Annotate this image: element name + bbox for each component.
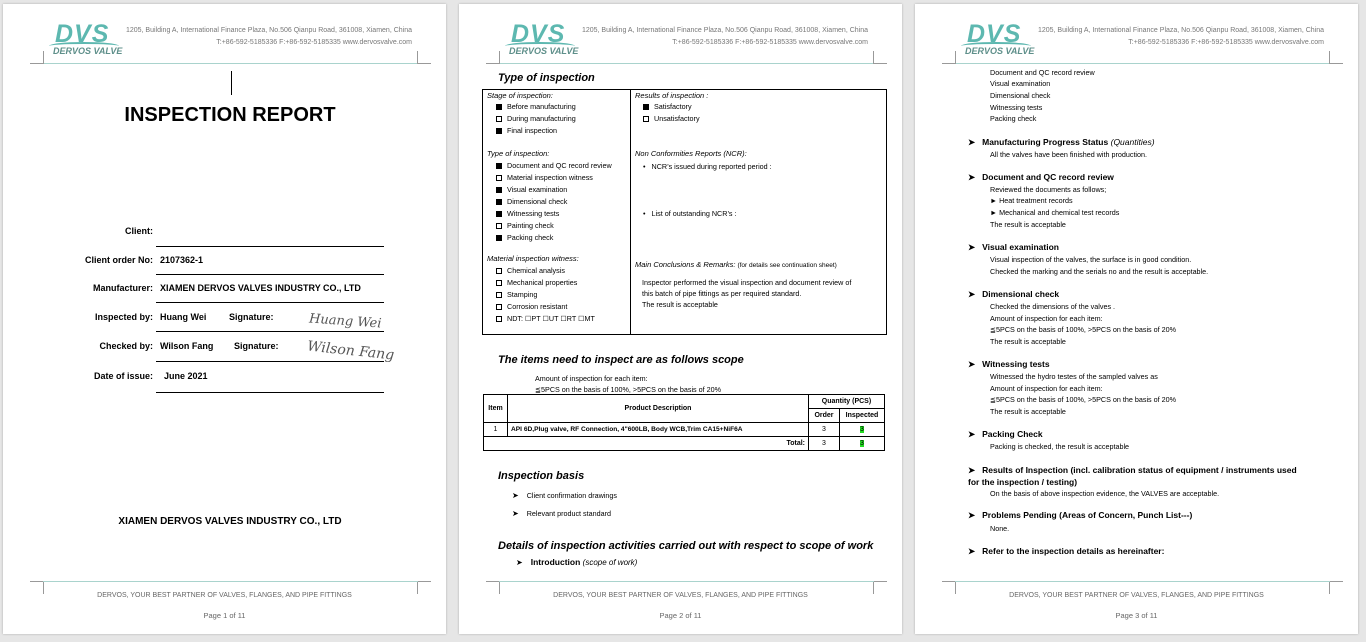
header-rule xyxy=(499,63,874,64)
header-address: 1205, Building A, International Finance Plaza, No.506 Qianpu Road, 361008, Xiamen, China xyxy=(125,27,412,34)
checkbox-icon xyxy=(496,304,502,310)
section-line: Packing is checked, the result is acceptable xyxy=(990,442,1130,451)
footer-slogan: DERVOS, YOUR BEST PARTNER OF VALVES, FLANGES, AND PIPE FITTINGS xyxy=(553,592,808,599)
arrow-bullet-icon: ➤ xyxy=(968,359,976,369)
logo-text: DERVOS VALVE xyxy=(965,46,1035,56)
header-contact: T:+86-592-5185336 F:+86-592-5185335 www.dervosvalve.com xyxy=(1128,39,1324,46)
header-address: 1205, Building A, International Finance Plaza, No.506 Qianpu Road, 361008, Xiamen, China xyxy=(581,27,868,34)
results-list xyxy=(643,102,700,126)
date-value: June 2021 xyxy=(164,371,208,381)
client-order-value: 2107362-1 xyxy=(160,255,204,265)
header-rule xyxy=(955,63,1330,64)
section-line: Checked the dimensions of the valves . xyxy=(990,302,1116,311)
arrow-bullet-icon: ➤ xyxy=(512,491,519,500)
section-manufacturing-progress xyxy=(968,137,1155,148)
field-underline xyxy=(156,274,384,275)
list-item: Visual examination xyxy=(990,79,1051,88)
arrow-bullet-icon: ➤ xyxy=(968,137,976,147)
ncr-item xyxy=(643,162,772,171)
basis-item xyxy=(512,509,611,518)
company-logo xyxy=(961,20,1041,56)
checklist-item xyxy=(643,102,700,114)
signature-label: Signature: xyxy=(229,312,274,322)
list-item: Packing check xyxy=(990,114,1037,123)
checklist-label: Document and QC record review xyxy=(507,161,612,170)
client-order-label: Client order No: xyxy=(84,255,153,265)
section-packing-check xyxy=(968,429,1043,440)
section-title: Packing Check xyxy=(982,429,1043,439)
footer-rule xyxy=(499,581,874,582)
checkbox-icon xyxy=(496,223,502,229)
arrow-bullet-icon: ➤ xyxy=(968,510,976,520)
company-logo xyxy=(49,20,129,56)
checklist-label: Dimensional check xyxy=(507,197,568,206)
section-line: ≦5PCS on the basis of 100%, >5PCS on the basis of 20% xyxy=(990,395,1177,404)
section-line: Amount of inspection for each item: xyxy=(990,384,1103,393)
list-item: Dimensional check xyxy=(990,91,1051,100)
field-underline xyxy=(156,392,384,393)
introduction-item xyxy=(516,557,637,567)
arrow-bullet-icon: ➤ xyxy=(968,465,976,475)
type-of-inspection-heading: Type of inspection xyxy=(498,72,595,84)
signature-wilson-fang: Wilson Fang xyxy=(306,338,395,364)
stage-heading: Stage of inspection: xyxy=(487,91,553,100)
section-results xyxy=(968,465,1297,476)
page-number: Page 3 of 11 xyxy=(1115,611,1158,620)
report-title: INSPECTION REPORT xyxy=(124,104,336,126)
cell-inspected-value: 3 xyxy=(860,426,864,433)
manufacturer-value: XIAMEN DERVOS VALVES INDUSTRY CO., LTD xyxy=(160,283,361,293)
col-description-header: Product Description xyxy=(508,395,809,423)
section-line: ≦5PCS on the basis of 100%, >5PCS on the basis of 20% xyxy=(990,325,1177,334)
scope-heading: The items need to inspect are as follows scope xyxy=(498,354,744,366)
table-header-row xyxy=(484,395,885,409)
arrow-bullet-icon: ➤ xyxy=(968,546,976,556)
checklist-label: Before manufacturing xyxy=(507,102,576,111)
stage-list xyxy=(496,102,576,138)
checkbox-icon xyxy=(496,316,502,322)
col-quantity-header: Quantity (PCS) xyxy=(809,395,885,409)
conclusions-line: this batch of pipe fittings as per required standard. xyxy=(642,289,802,298)
field-underline xyxy=(156,246,384,247)
checklist-label: Material inspection witness xyxy=(507,173,593,182)
section-line: ► Heat treatment records xyxy=(990,196,1073,205)
checklist-label: Stamping xyxy=(507,290,538,299)
checkbox-icon xyxy=(496,211,502,217)
checklist-item xyxy=(496,126,576,138)
col-inspected-header: Inspected xyxy=(840,409,885,423)
company-logo xyxy=(505,20,585,56)
results-heading: Results of inspection : xyxy=(635,91,709,100)
text-cursor xyxy=(231,71,232,95)
checklist-item xyxy=(496,314,595,326)
checklist-label: Corrosion resistant xyxy=(507,302,568,311)
ncr-item-text: NCR’s issued during reported period : xyxy=(651,162,772,171)
checkbox-icon xyxy=(496,199,502,205)
basis-item-text: Client confirmation drawings xyxy=(526,491,617,500)
conclusions-line: The result is acceptable xyxy=(642,300,718,309)
cell-description: API 6D,Plug valve, RF Connection, 4"600LB, Body WCB,Trim CA15+NiF6A xyxy=(508,423,809,437)
checklist-item xyxy=(496,302,595,314)
section-line: Reviewed the documents as follows; xyxy=(990,185,1107,194)
crop-mark xyxy=(417,51,431,64)
checklist-item xyxy=(496,266,595,278)
section-line: The result is acceptable xyxy=(990,407,1066,416)
signature-huang-wei: Huang Wei xyxy=(308,311,382,332)
checklist-label: Visual examination xyxy=(507,185,568,194)
checklist-label: Final inspection xyxy=(507,126,557,135)
signature-label: Signature: xyxy=(234,341,279,351)
checkbox-icon xyxy=(643,116,649,122)
section-title: Witnessing tests xyxy=(982,359,1050,369)
checkbox-icon xyxy=(496,235,502,241)
section-line: Visual inspection of the valves, the surface is in good condition. xyxy=(990,255,1192,264)
ncr-heading: Non Conformities Reports (NCR): xyxy=(635,149,747,158)
conclusions-note: (for details see continuation sheet) xyxy=(737,262,837,269)
checklist-label: Satisfactory xyxy=(654,102,692,111)
crop-mark xyxy=(942,51,956,64)
list-item: Document and QC record review xyxy=(990,68,1095,77)
section-title: Manufacturing Progress Status xyxy=(982,137,1109,147)
introduction-label: Introduction xyxy=(530,557,581,567)
logo-text: DERVOS VALVE xyxy=(53,46,123,56)
footer-rule xyxy=(43,581,418,582)
conclusions-title: Main Conclusions & Remarks: xyxy=(635,260,736,269)
table-total-row xyxy=(484,437,885,451)
checklist-label: Unsatisfactory xyxy=(654,114,700,123)
checklist-label: Mechanical properties xyxy=(507,278,578,287)
checklist-label: Witnessing tests xyxy=(507,209,560,218)
basis-item-text: Relevant product standard xyxy=(526,509,612,518)
checkbox-icon xyxy=(496,187,502,193)
details-heading: Details of inspection activities carried out with respect to scope of work xyxy=(498,540,874,552)
cell-inspected xyxy=(840,423,885,437)
checklist-item xyxy=(643,114,700,126)
total-order: 3 xyxy=(809,437,840,451)
section-line: Checked the marking and the serials no and the result is acceptable. xyxy=(990,267,1209,276)
section-problems-pending xyxy=(968,510,1192,521)
total-inspected xyxy=(840,437,885,451)
checkbox-icon xyxy=(496,280,502,286)
footer-rule xyxy=(955,581,1330,582)
logo-mark: DVS xyxy=(967,20,1022,48)
introduction-note: (scope of work) xyxy=(582,558,638,567)
manufacturer-label: Manufacturer: xyxy=(92,283,153,293)
section-title: Results of Inspection (incl. calibration status of equipment / instruments used xyxy=(982,465,1297,475)
section-line: ► Mechanical and chemical test records xyxy=(990,208,1120,217)
checklist-label: Chemical analysis xyxy=(507,266,565,275)
section-line: On the basis of above inspection evidence, the VALVES are acceptable. xyxy=(990,489,1220,498)
section-title-continued: for the inspection / testing) xyxy=(968,477,1078,487)
header-address: 1205, Building A, International Finance Plaza, No.506 Qianpu Road, 361008, Xiamen, China xyxy=(1037,27,1324,34)
scope-line: ≦5PCS on the basis of 100%, >5PCS on the basis of 20% xyxy=(535,385,722,394)
bullet-icon: • xyxy=(643,162,646,171)
cell-item: 1 xyxy=(484,423,508,437)
total-label: Total: xyxy=(484,437,809,451)
checkbox-icon xyxy=(496,116,502,122)
section-title: Visual examination xyxy=(982,242,1059,252)
section-line: None. xyxy=(990,524,1010,533)
conclusions-heading xyxy=(635,254,837,272)
date-label: Date of issue: xyxy=(93,371,153,381)
checklist-item xyxy=(496,102,576,114)
conclusions-line: Inspector performed the visual inspection and document review of xyxy=(642,278,852,287)
checkbox-icon xyxy=(496,292,502,298)
scope-line: Amount of inspection for each item: xyxy=(535,374,648,383)
document-page-2 xyxy=(459,4,902,634)
type-list xyxy=(496,161,612,245)
logo-mark: DVS xyxy=(55,20,110,48)
items-table xyxy=(483,394,885,451)
section-title: Refer to the inspection details as hereinafter: xyxy=(982,546,1165,556)
checklist-item xyxy=(496,278,595,290)
checkbox-icon xyxy=(496,128,502,134)
material-list xyxy=(496,266,595,326)
checklist-item xyxy=(496,197,612,209)
client-label: Client: xyxy=(125,226,153,236)
ncr-item xyxy=(643,209,737,218)
type-sub-heading: Type of inspection: xyxy=(487,149,550,158)
field-underline xyxy=(156,331,384,332)
company-name: XIAMEN DERVOS VALVES INDUSTRY CO., LTD xyxy=(118,516,342,527)
section-line: All the valves have been finished with production. xyxy=(990,150,1148,159)
checklist-label: During manufacturing xyxy=(507,114,576,123)
bullet-icon: • xyxy=(643,209,646,218)
section-witnessing-tests xyxy=(968,359,1050,370)
checkbox-icon xyxy=(496,175,502,181)
checklist-label: Packing check xyxy=(507,233,554,242)
ndt-options: NDT: ☐PT ☐UT ☐RT ☐MT xyxy=(507,314,595,323)
logo-text: DERVOS VALVE xyxy=(509,46,579,56)
checklist-item xyxy=(496,209,612,221)
logo-mark: DVS xyxy=(511,20,566,48)
checkbox-icon xyxy=(496,104,502,110)
checkbox-icon xyxy=(496,163,502,169)
document-page-1 xyxy=(3,4,446,634)
inspected-by-label: Inspected by: xyxy=(94,312,153,322)
header-contact: T:+86-592-5185336 F:+86-592-5185335 www.dervosvalve.com xyxy=(216,39,412,46)
checklist-item xyxy=(496,290,595,302)
col-item-header: Item xyxy=(484,395,508,423)
basis-heading: Inspection basis xyxy=(498,470,585,482)
page-number: Page 1 of 11 xyxy=(203,611,246,620)
checked-by-label: Checked by: xyxy=(99,341,153,351)
checklist-item xyxy=(496,185,612,197)
section-title: Document and QC record review xyxy=(982,172,1114,182)
checkbox-icon xyxy=(643,104,649,110)
arrow-bullet-icon: ➤ xyxy=(512,509,519,518)
inspected-by-value: Huang Wei xyxy=(160,312,207,322)
header-contact: T:+86-592-5185336 F:+86-592-5185335 www.dervosvalve.com xyxy=(672,39,868,46)
cell-order: 3 xyxy=(809,423,840,437)
arrow-bullet-icon: ➤ xyxy=(968,242,976,252)
column-divider xyxy=(630,90,631,334)
page-number: Page 2 of 11 xyxy=(659,611,702,620)
section-note: (Quantities) xyxy=(1110,137,1155,147)
section-document-review xyxy=(968,172,1114,183)
crop-mark xyxy=(486,51,500,64)
header-rule xyxy=(43,63,418,64)
footer-slogan: DERVOS, YOUR BEST PARTNER OF VALVES, FLANGES, AND PIPE FITTINGS xyxy=(1009,592,1264,599)
crop-mark xyxy=(873,51,887,64)
footer-slogan: DERVOS, YOUR BEST PARTNER OF VALVES, FLANGES, AND PIPE FITTINGS xyxy=(97,592,352,599)
section-line: The result is acceptable xyxy=(990,337,1066,346)
checkbox-icon xyxy=(496,268,502,274)
checklist-item xyxy=(496,233,612,245)
checklist-item xyxy=(496,221,612,233)
table-row xyxy=(484,423,885,437)
document-page-3 xyxy=(915,4,1358,634)
basis-item xyxy=(512,491,617,500)
checklist-label: Painting check xyxy=(507,221,554,230)
section-refer-details xyxy=(968,546,1164,557)
section-title: Problems Pending (Areas of Concern, Punch List---) xyxy=(982,510,1193,520)
section-line: The result is acceptable xyxy=(990,220,1066,229)
section-visual-examination xyxy=(968,242,1059,253)
field-underline xyxy=(156,302,384,303)
checked-by-value: Wilson Fang xyxy=(160,341,214,351)
section-line: Amount of inspection for each item: xyxy=(990,314,1103,323)
arrow-bullet-icon: ➤ xyxy=(968,172,976,182)
checklist-item xyxy=(496,173,612,185)
checklist-item xyxy=(496,114,576,126)
total-inspected-value: 3 xyxy=(860,440,864,447)
col-order-header: Order xyxy=(809,409,840,423)
arrow-bullet-icon: ➤ xyxy=(516,558,523,567)
crop-mark xyxy=(1329,51,1343,64)
arrow-bullet-icon: ➤ xyxy=(968,429,976,439)
arrow-bullet-icon: ➤ xyxy=(968,289,976,299)
section-dimensional-check xyxy=(968,289,1059,300)
checklist-item xyxy=(496,161,612,173)
field-underline xyxy=(156,361,384,362)
material-heading: Material inspection witness: xyxy=(487,254,579,263)
list-item: Witnessing tests xyxy=(990,103,1043,112)
crop-mark xyxy=(30,51,44,64)
section-line: Witnessed the hydro testes of the sampled valves as xyxy=(990,372,1158,381)
ncr-item-text: List of outstanding NCR’s : xyxy=(651,209,737,218)
section-title: Dimensional check xyxy=(982,289,1060,299)
